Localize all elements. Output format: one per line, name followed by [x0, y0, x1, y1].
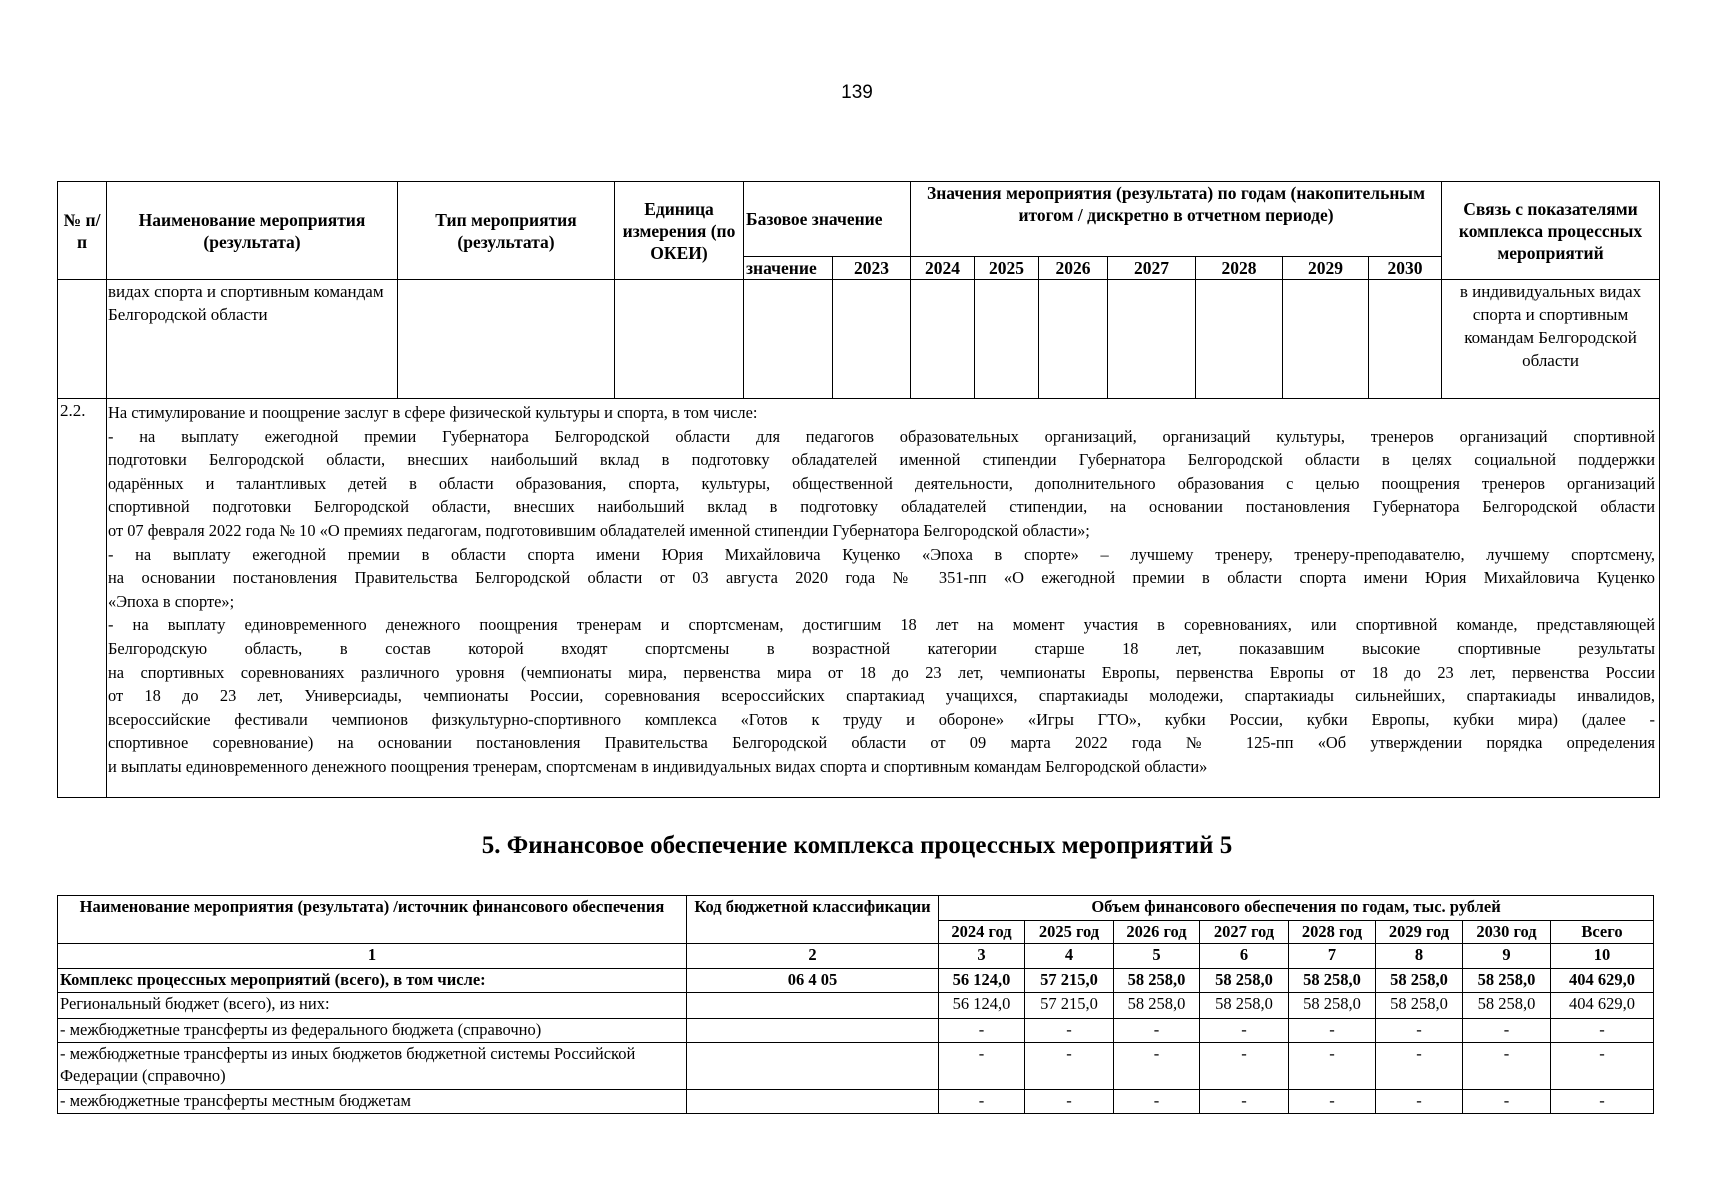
- description-paragraph: [108, 401, 1655, 425]
- cell-value: -: [1114, 1043, 1200, 1090]
- header-year: 2030 год: [1463, 921, 1551, 944]
- cell-code: [687, 993, 939, 1019]
- cell-value: 58 258,0: [1376, 993, 1463, 1019]
- cell-code: [687, 1090, 939, 1114]
- header-column-number: 7: [1289, 944, 1376, 969]
- header-column-number: 1: [58, 944, 687, 969]
- header-column-number: 4: [1025, 944, 1114, 969]
- header-base-value: значение: [744, 257, 833, 280]
- header-name: Наименование мероприятия (результата): [107, 182, 398, 280]
- cell-value: 57 215,0: [1025, 993, 1114, 1019]
- cell-year: [911, 280, 975, 399]
- text-line: - на выплату ежегодной премии Губернатора Белгородской области для педагогов образовательных организаций, организаций культуры, тренеров организаций спортивной: [108, 426, 1656, 446]
- header-base: Базовое значение: [744, 182, 911, 257]
- description-paragraph: [108, 613, 1655, 778]
- cell-value: -: [1463, 1090, 1551, 1114]
- cell-value: 57 215,0: [1025, 969, 1114, 993]
- header-column-number: 6: [1200, 944, 1289, 969]
- cell-value: -: [1463, 1019, 1551, 1043]
- text-line: спортивной подготовки Белгородской области, внесших наибольший вклад в подготовку обладателей стипендии, на основании постановления Губернатора Белгородской области: [108, 497, 1656, 517]
- cell-description: [107, 399, 1660, 798]
- cell-value: -: [1200, 1090, 1289, 1114]
- cell-year: [975, 280, 1039, 399]
- cell-value: -: [939, 1043, 1025, 1090]
- text-line: от 18 до 23 лет, Универсиады, чемпионаты России, соревнования всероссийских спартакиад учащихся, спартакиады молодежи, спартакиады сильнейших, спартакиады инвалидов,: [108, 686, 1656, 706]
- cell-name: - межбюджетные трансферты из иных бюджетов бюджетной системы Российской Федерации (справочно): [58, 1043, 687, 1090]
- header-year: 2025 год: [1025, 921, 1114, 944]
- cell-value: 58 258,0: [1114, 993, 1200, 1019]
- cell-value: 404 629,0: [1551, 993, 1654, 1019]
- cell-name: Региональный бюджет (всего), из них:: [58, 993, 687, 1019]
- header-year: 2030: [1369, 257, 1442, 280]
- description-paragraph: [108, 543, 1655, 614]
- text-line: от 07 февраля 2022 года № 10 «О премиях педагогам, подготовившим обладателей именной стипендии Губернатора Белгородской области»;: [108, 520, 1090, 540]
- text-line: спортивное соревнование) на основании постановления Правительства Белгородской области от 09 марта 2022 года № 125-пп «Об утверждении порядка определения: [108, 733, 1656, 753]
- header-year: 2029: [1283, 257, 1369, 280]
- cell-value: 56 124,0: [939, 993, 1025, 1019]
- cell-value: -: [939, 1019, 1025, 1043]
- cell-value: -: [1200, 1043, 1289, 1090]
- header-values: Значения мероприятия (результата) по годам (накопительным итогом / дискретно в отчетном периоде): [911, 182, 1442, 257]
- header-name: Наименование мероприятия (результата) /источник финансового обеспечения: [58, 896, 687, 944]
- cell-value: 58 258,0: [1114, 969, 1200, 993]
- cell-value: -: [1376, 1019, 1463, 1043]
- finance-table: [57, 895, 1654, 1114]
- cell-value: 58 258,0: [1200, 993, 1289, 1019]
- cell-value: -: [1551, 1090, 1654, 1114]
- text-line: - на выплату ежегодной премии в области спорта имени Юрия Михайловича Куценко «Эпоха в спорте» – лучшему тренеру, тренеру-преподавателю, лучшему спортсмену,: [108, 544, 1656, 564]
- cell-year: [1196, 280, 1283, 399]
- cell-value: -: [1289, 1043, 1376, 1090]
- header-column-number: 10: [1551, 944, 1654, 969]
- text-line: «Эпоха в спорте»;: [108, 591, 235, 611]
- activities-table: [57, 181, 1660, 798]
- table-row: [58, 399, 1660, 798]
- cell-value: 56 124,0: [939, 969, 1025, 993]
- text-line: на основании постановления Правительства Белгородской области от 03 августа 2020 года № 351-пп «О ежегодной премии в области спорта имени Юрия Михайловича Куценко: [108, 568, 1656, 588]
- cell-type: [398, 280, 615, 399]
- cell-value: 58 258,0: [1463, 969, 1551, 993]
- cell-name: видах спорта и спортивным командам Белгородской области: [107, 280, 398, 399]
- cell-value: 58 258,0: [1289, 993, 1376, 1019]
- header-column-number: 2: [687, 944, 939, 969]
- cell-value: -: [1551, 1043, 1654, 1090]
- table-row: [58, 280, 1660, 399]
- header-code: Код бюджетной классификации: [687, 896, 939, 944]
- header-year: Всего: [1551, 921, 1654, 944]
- header-column-number: 9: [1463, 944, 1551, 969]
- table-row: [58, 1043, 1654, 1090]
- text-line: и выплаты единовременного денежного поощрения тренерам, спортсменам в индивидуальных видах спорта и спортивным командам Белгородской области»: [108, 756, 1208, 776]
- cell-year: [1108, 280, 1196, 399]
- header-num: № п/п: [58, 182, 107, 280]
- cell-value: 58 258,0: [1376, 969, 1463, 993]
- cell-value: 58 258,0: [1463, 993, 1551, 1019]
- cell-value: -: [1289, 1019, 1376, 1043]
- cell-link: в индивидуальных видах спорта и спортивным командам Белгородской области: [1442, 280, 1660, 399]
- cell-value: -: [939, 1090, 1025, 1114]
- cell-code: [687, 1043, 939, 1090]
- text-line: Белгородскую область, в состав которой входят спортсмены в возрастной категории старше 18 лет, показавшим высокие спортивные результаты: [108, 638, 1656, 658]
- text-line: На стимулирование и поощрение заслуг в сфере физической культуры и спорта, в том числе:: [108, 403, 758, 422]
- header-link: Связь с показателями комплекса процессных мероприятий: [1442, 182, 1660, 280]
- table-row: [58, 993, 1654, 1019]
- description-text: [108, 401, 1655, 779]
- cell-value: -: [1551, 1019, 1654, 1043]
- cell-value: -: [1376, 1043, 1463, 1090]
- cell-base-value: [744, 280, 833, 399]
- header-unit: Единица измерения (по ОКЕИ): [615, 182, 744, 280]
- text-line: всероссийские фестивали чемпионов физкультурно-спортивного комплекса «Готов к труду и обороне» «Игры ГТО», кубки России, кубки Европы, кубки мира) (далее -: [108, 709, 1656, 729]
- cell-code: 06 4 05: [687, 969, 939, 993]
- cell-num: [58, 280, 107, 399]
- cell-value: 58 258,0: [1289, 969, 1376, 993]
- header-year: 2028 год: [1289, 921, 1376, 944]
- cell-value: -: [1463, 1043, 1551, 1090]
- header-column-number: 8: [1376, 944, 1463, 969]
- cell-value: -: [1289, 1090, 1376, 1114]
- header-type: Тип мероприятия (результата): [398, 182, 615, 280]
- text-line: - на выплату единовременного денежного поощрения тренерам и спортсменам, достигшим 18 лет на момент участия в соревнованиях, или спортивной команде, представляющей: [108, 615, 1656, 635]
- cell-year: [1283, 280, 1369, 399]
- header-column-number: 5: [1114, 944, 1200, 969]
- header-year: 2024: [911, 257, 975, 280]
- header-year: 2024 год: [939, 921, 1025, 944]
- header-year: 2026 год: [1114, 921, 1200, 944]
- cell-value: 404 629,0: [1551, 969, 1654, 993]
- cell-value: -: [1025, 1043, 1114, 1090]
- cell-name: - межбюджетные трансферты местным бюджетам: [58, 1090, 687, 1114]
- cell-value: -: [1114, 1019, 1200, 1043]
- section-heading: 5. Финансовое обеспечение комплекса процессных мероприятий 5: [481, 832, 1233, 859]
- cell-base-year: [833, 280, 911, 399]
- header-year: 2028: [1196, 257, 1283, 280]
- header-column-number: 3: [939, 944, 1025, 969]
- cell-value: -: [1376, 1090, 1463, 1114]
- table-row: [58, 969, 1654, 993]
- header-year: 2026: [1039, 257, 1108, 280]
- header-year: 2027: [1108, 257, 1196, 280]
- cell-name: - межбюджетные трансферты из федерального бюджета (справочно): [58, 1019, 687, 1043]
- cell-code: [687, 1019, 939, 1043]
- cell-unit: [615, 280, 744, 399]
- cell-value: -: [1114, 1090, 1200, 1114]
- header-year: 2025: [975, 257, 1039, 280]
- header-year: 2027 год: [1200, 921, 1289, 944]
- cell-value: 58 258,0: [1200, 969, 1289, 993]
- page-number: 139: [841, 82, 873, 103]
- cell-name: Комплекс процессных мероприятий (всего), в том числе:: [58, 969, 687, 993]
- table-row: [58, 1019, 1654, 1043]
- cell-year: [1039, 280, 1108, 399]
- cell-value: -: [1025, 1019, 1114, 1043]
- description-paragraph: [108, 425, 1655, 543]
- cell-value: -: [1200, 1019, 1289, 1043]
- cell-num: 2.2.: [58, 399, 107, 798]
- header-base-year: 2023: [833, 257, 911, 280]
- table-row: [58, 1090, 1654, 1114]
- text-line: одарённых и талантливых детей в области образования, спорта, культуры, общественной деятельности, дополнительного образования с целью поощрения тренеров организаций: [108, 473, 1656, 493]
- cell-year: [1369, 280, 1442, 399]
- header-year: 2029 год: [1376, 921, 1463, 944]
- text-line: на спортивных соревнованиях различного уровня (чемпионаты мира, первенства мира от 18 до 23 лет, чемпионаты Европы, первенства Европы от 18 до 23 лет, первенства России: [108, 662, 1656, 682]
- header-volume: Объем финансового обеспечения по годам, тыс. рублей: [939, 896, 1654, 921]
- text-line: подготовки Белгородской области, внесших наибольший вклад в подготовку обладателей именной стипендии Губернатора Белгородской области в целях социальной поддержки: [108, 450, 1656, 470]
- cell-value: -: [1025, 1090, 1114, 1114]
